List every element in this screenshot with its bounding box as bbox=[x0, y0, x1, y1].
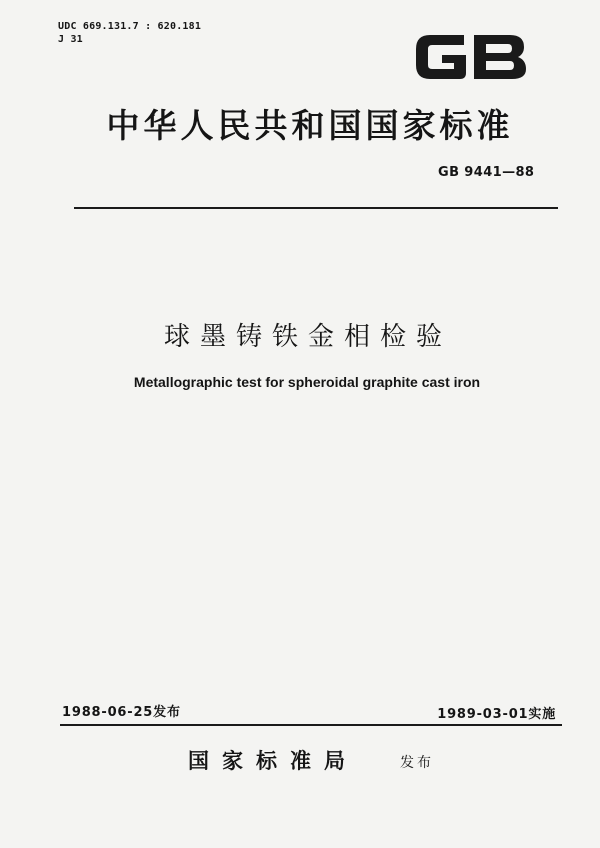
publisher-name: 国家标准局 bbox=[188, 748, 358, 773]
classification-block bbox=[58, 20, 201, 46]
document-title-en: Metallographic test for spheroidal graphite cast iron bbox=[133, 374, 481, 390]
gb-logo-icon bbox=[412, 27, 530, 87]
national-standard-title: 中华人民共和国国家标准 bbox=[106, 106, 514, 145]
standard-code: GB 9441—88 bbox=[438, 165, 535, 180]
publish-label: 发布 bbox=[400, 755, 434, 771]
document-title-zh: 球墨铸铁金相检验 bbox=[163, 322, 452, 352]
category-code: J 31 bbox=[58, 34, 83, 45]
udc-number: UDC 669.131.7 : 620.181 bbox=[58, 21, 202, 32]
top-divider bbox=[74, 207, 558, 209]
issue-date: 1988-06-25发布 bbox=[62, 705, 181, 720]
bottom-divider bbox=[60, 724, 562, 726]
implementation-date: 1989-03-01实施 bbox=[437, 707, 556, 722]
